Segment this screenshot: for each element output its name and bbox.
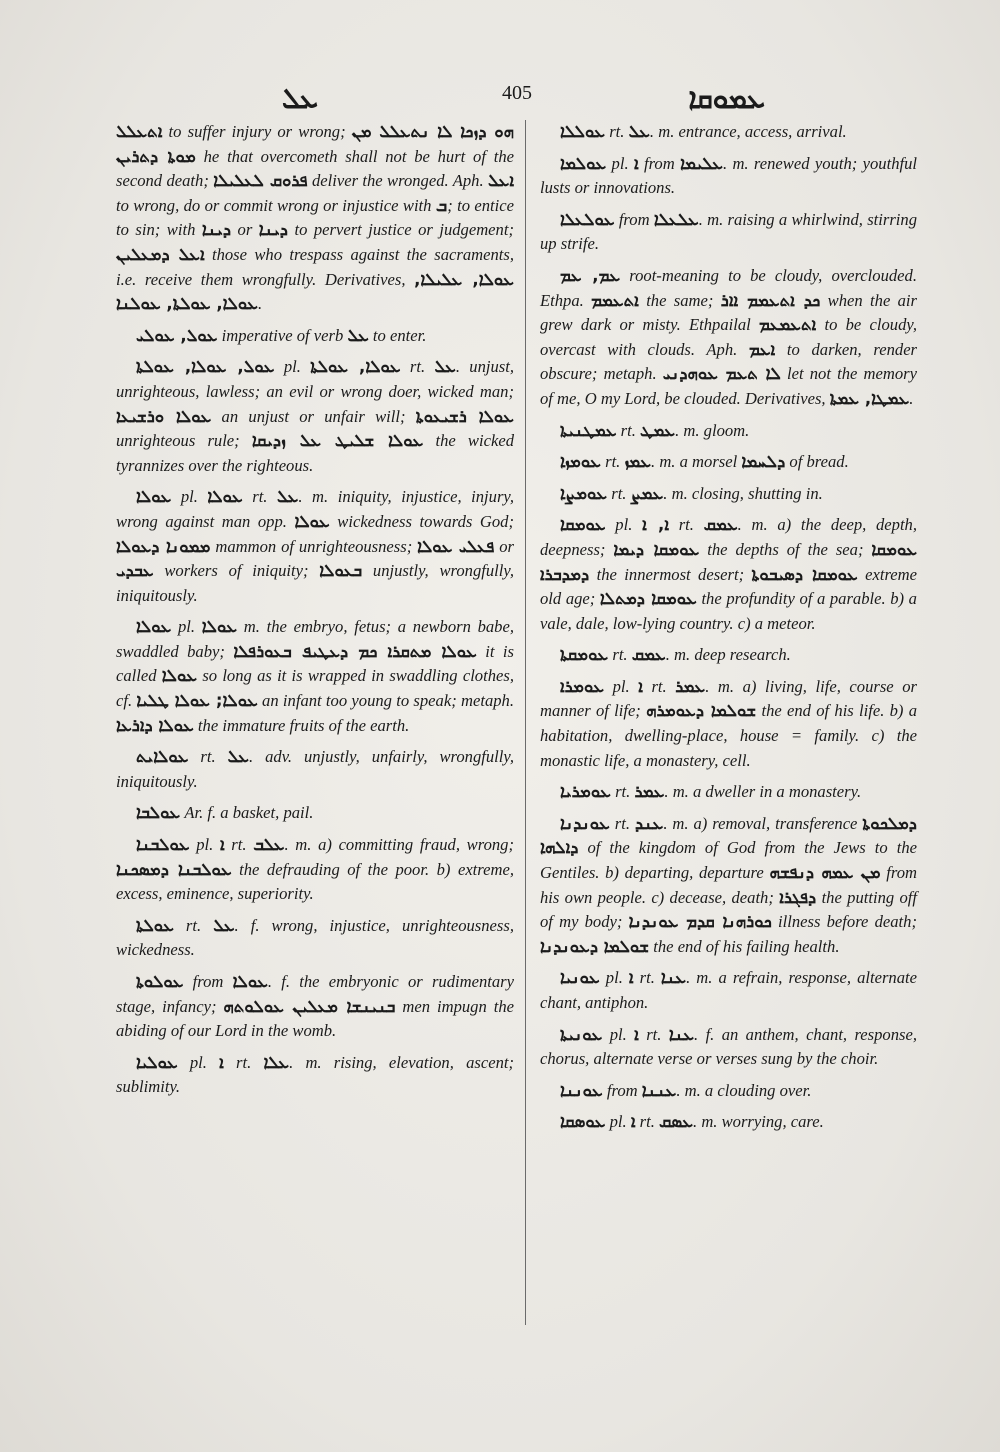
left-column-entry: ܥܘܠ, ܥܘܠܐ, ܥܘܠܬܐ pl. ܥܘܠܐ, ܥܘܠܬܐ rt. ܥܠ. unjust, unrighteous, lawless; an evil or wrong doer, wicked man; ܥܘܠܐ ܘܪܫܝܥܐ an unjust or unfair will; ܥܘܠܐ ܪܫܝܥܘܬܐ unrighteous rule; ܥܘܠܐ ܫܠܝܛ ܥܠ ܙܕܝܩܐ the wicked tyrannizes over the righteous. <box>116 357 515 475</box>
right-column-entry: ܥܘܡܪܐ pl. ܐ rt. ܥܡܪ. m. a) living, life, course or manner of life; ܫܘܠܡܐ ܕܥܘܡܪܗ the end of his life. b) a habitation, dwelling-place, house = family. c) the monastic life, a monastery, cell. <box>540 676 917 770</box>
page-header <box>110 78 925 114</box>
left-column-entry: ܥܘܠܒܢܐ pl. ܐ rt. ܥܠܒ. m. a) committing fraud, wrong; ܥܘܠܒܢܐ ܕܡܣܟܢܐ the defrauding of the poor. b) extreme, excess, eminence, superiority. <box>116 835 514 904</box>
right-column-entry: ܥܘܡܨܐ rt. ܥܡܨ. m. closing, shutting in. <box>560 483 823 503</box>
right-column-entry: ܥܘܢܢܐ from ܥܢܢܐ. m. a clouding over. <box>560 1080 812 1100</box>
right-column-entry: ܥܘܢܝܬܐ pl. ܐ rt. ܥܢܐ. f. an anthem, chant, response, chorus, alternate verse or verses sung by the choir. <box>540 1024 917 1069</box>
right-column-entry: ܥܡܛܢܝܬܐ rt. ܥܡܛ. m. gloom. <box>560 420 750 440</box>
page-number: 405 <box>502 82 532 104</box>
left-column-entry: ܥܘܠܐ pl. ܥܘܠܐ rt. ܥܠ. m. iniquity, injustice, injury, wrong against man opp. ܥܘܠܐ wickedness towards God; ܡܡܘܢܐ ܕܥܘܠܐ mammon of unrighteousness; ܦܥܠܝ ܥܘܠܐ or ܥܒܕܝ workers of iniquity; ܒܥܘܠܐ unjustly, wrongfully, iniquitously. <box>116 487 515 605</box>
left-column-entry: ܥܘܠܘܬܐ from ܥܘܠܐ. f. the embryonic or rudimentary stage, infancy; ܒܢܝܢܫܐ ܡܥܠܝܢ ܥܘܠܘܬܗ men impugn the abiding of our Lord in the womb. <box>116 972 514 1041</box>
right-column-entry: ܥܘܡܙܐ rt. ܥܡܙ. m. a morsel ܕܠܚܡܐ of bread. <box>560 452 849 472</box>
right-column-entry: ܥܘܠܠܐ rt. ܥܠ. m. entrance, access, arrival. <box>560 122 847 141</box>
left-column-entry: ܥܘܠ, ܥܘܠܝ imperative of verb ܥܠ to enter. <box>136 325 427 345</box>
right-column-entry: ܥܘܡܪܝܐ rt. ܥܡܪ. m. a dweller in a monastery. <box>560 782 862 802</box>
header-left-word: ܥܠ <box>282 82 319 115</box>
left-column-entry: ܥܘܠܬܐ rt. ܥܠ. f. wrong, injustice, unrighteousness, wickedness. <box>116 915 514 960</box>
left-column-entry: ܥܘܠܒܐ Ar. f. a basket, pail. <box>136 803 314 823</box>
right-column-entry: ܥܘܡܩܐ pl. ܐ, ܐ rt. ܥܡܩ. m. a) the deep, depth, deepness; ܥܘܡܩܐ ܕܝܡܐ the depths of the sea; ܥܘܡܩܐ ܕܡܕܒܪܐ the innermost desert; ܥܘܡܩܐ ܕܣܝܒܘܬܐ extreme old age; ܥܘܡܩܐ ܕܡܬܠܐ the profundity of a parable. b) a vale, dale, low-lying country. c) a meteor. <box>540 515 918 633</box>
left-column-entry: ܥܘܠܝܐ pl. ܐ rt. ܥܠܐ. m. rising, elevation, ascent; sublimity. <box>116 1052 515 1097</box>
right-column-entry: ܥܘܢܕܢܐ rt. ܥܢܕ. m. a) removal, transference ܕܡܠܟܘܬܐ ܕܐܠܗܐ of the kingdom of God from the Jews to the Gentiles. b) departing, departure ܡܢ ܥܡܗ ܕܢܦܫܗ from his own people. c) decease, death; ܕܦܓܪܐ the putting off of my body; ܟܘܪܗܢܐ ܩܕܡ ܥܘܢܕܢܐ illness before death; ܫܘܠܡܐ ܕܥܘܢܕܢܐ the end of his failing health. <box>540 813 917 956</box>
left-column-entry: ܐܬܥܠܠ to suffer injury or wrong; ܗܘ ܕܙܟܐ ܠܐ ܢܬܥܠܠ ܡܢ ܡܘܬܐ ܕܬܪܝܢ he that overcometh shall not be hurt of the second death; ܦܪܘܩ ܠܥܠܝܠܐ deliver the wronged. Aph. ܐܥܠ to wrong, do or commit wrong or injustice with ܒ; to entice to sin; with ܕܝܢܐ or ܕܝܢܐ to pervert justice or judgement; ܐܥܠ ܕܡܥܠܝܢ those who trespass against the sacraments, i.e. receive them wrongfully. Derivatives, ܥܘܠܐ, ܥܠܝܠܐ, ܥܘܠܐ, ܥܘܠܬܐ, ܥܘܠܢܐ. <box>116 122 515 314</box>
left-column-entry: ܥܘܠܐܝܬ rt. ܥܠ. adv. unjustly, unfairly, wrongfully, iniquitously. <box>116 747 515 791</box>
right-column-entry: ܥܡ, ܥܡ root-meaning to be cloudy, overclouded. Ethpa. ܐܬܥܡܡ the same; ܟܕ ܐܬܥܡܡ ܐܐܪ when the air grew dark or misty. Ethpailal ܐܬܥܡܥܡ to be cloudy, overcast with clouds. Aph. ܐܥܡ to darken, render obscure; metaph. ܠܐ ܬܥܡ ܥܘܗܕܢܝ let not the memory of me, O my Lord, be clouded. Derivatives, ܥܡܛܐ, ܥܡܬܐ. <box>540 265 918 408</box>
right-column-entry: ܥܘܠܡܐ pl. ܐ from ܥܠܝܡܐ. m. renewed youth; youthful lusts or innovations. <box>540 153 918 198</box>
header-right-word: ܥܡܘܩܐ <box>688 82 765 115</box>
right-column-entry: ܥܘܢܝܐ pl. ܐ rt. ܥܢܐ. m. a refrain, response, alternate chant, antiphon. <box>540 968 917 1012</box>
right-column <box>540 120 917 1142</box>
left-column-entry: ܥܘܠܐ pl. ܥܘܠܐ m. the embryo, fetus; a newborn babe, swaddled baby; ܥܘܠܐ ܡܬܩܪܐ ܟܡ ܕܥܛܝܦ ܒܥܘܪܦܠܐ it is called ܥܘܠܐ so long as it is wrapped in swaddling clothes, cf. ܥܘܠܐ; ܥܘܠܐ ܛܠܝܐ an infant too young to speak; metaph. ܥܘܠܐ ܕܐܪܥܐ the immature fruits of the earth. <box>116 617 515 735</box>
right-column-entry: ܥܘܠܥܠܐ from ܥܠܥܠܐ. m. raising a whirlwind, stirring up strife. <box>540 209 918 254</box>
right-column-entry: ܥܘܣܩܐ pl. ܐ rt. ܥܣܩ. m. worrying, care. <box>560 1112 824 1132</box>
column-divider <box>525 120 526 1325</box>
right-column-entry: ܥܘܡܩܬܐ rt. ܥܡܩ. m. deep research. <box>560 645 791 665</box>
left-column <box>116 120 514 1107</box>
